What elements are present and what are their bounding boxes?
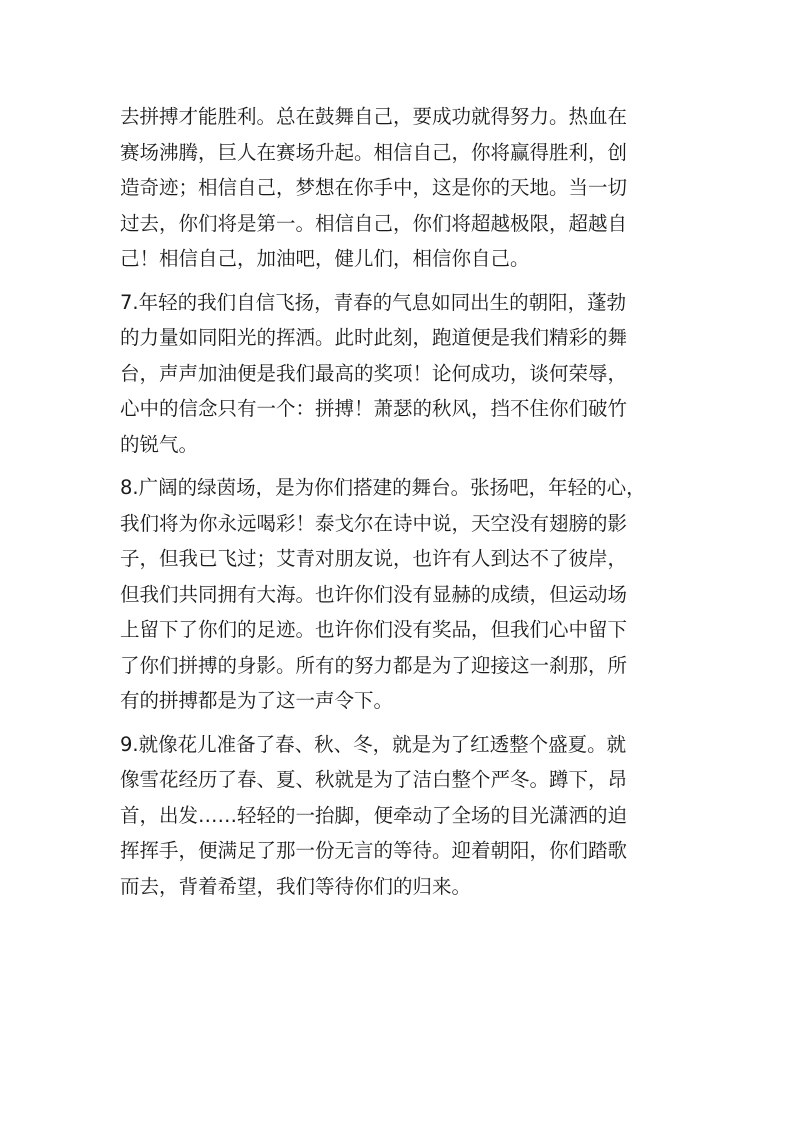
text-line: 首，出发……轻轻的一抬脚，便牵动了全场的目光潇洒的迫 [120,803,628,827]
text-line: 心中的信念只有一个：拼搏！萧瑟的秋风，挡不住你们破竹 [120,397,628,420]
paragraph-8 [120,470,680,719]
text-line: 9.就像花儿准备了春、秋、冬，就是为了红透整个盛夏。就 [120,732,627,756]
text-line: 子，但我已飞过；艾青对朋友说，也许有人到达不了彼岸， [120,547,628,570]
text-line: 去拼搏才能胜利。总在鼓舞自己，要成功就得努力。热血在 [120,105,628,128]
text-line: 造奇迹；相信自己，梦想在你手中，这是你的天地。当一切 [120,176,628,199]
text-line: 了你们拼搏的身影。所有的努力都是为了迎接这一刹那，所 [120,653,628,677]
text-line: 的锐气。 [120,432,199,456]
text-line: 的力量如同阳光的挥洒。此时此刻，跑道便是我们精彩的舞 [120,326,628,349]
text-line: 挥挥手，便满足了那一份无言的等待。迎着朝阳，你们踏歌 [120,839,628,862]
text-line: 但我们共同拥有大海。也许你们没有显赫的成绩，但运动场 [120,582,628,606]
text-line: 而去，背着希望，我们等待你们的归来。 [120,874,472,898]
text-line: 台，声声加油便是我们最高的奖项！论何成功，谈何荣辱， [120,361,628,385]
paragraph-9 [120,727,680,905]
text-line: 我们将为你永远喝彩！泰戈尔在诗中说，天空没有翅膀的影 [120,511,628,535]
text-line: 有的拼搏都是为了这一声令下。 [120,689,394,712]
paragraph-continuation [120,99,680,277]
text-line: 上留下了你们的足迹。也许你们没有奖品，但我们心中留下 [120,618,628,641]
text-line: 7.年轻的我们自信飞扬，青春的气息如同出生的朝阳，蓬勃 [120,290,627,314]
text-line: 过去，你们将是第一。相信自己，你们将超越极限，超越自 [120,211,628,235]
text-line: 像雪花经历了春、夏、秋就是为了洁白整个严冬。蹲下，昂 [120,768,628,791]
document-body [120,99,680,912]
text-line: 8.广阔的绿茵场，是为你们搭建的舞台。张扬吧，年轻的心， [120,476,646,499]
text-line: 赛场沸腾，巨人在赛场升起。相信自己，你将赢得胜利，创 [120,140,628,164]
text-line: 己！相信自己，加油吧，健儿们，相信你自己。 [120,247,530,270]
paragraph-7 [120,285,680,463]
